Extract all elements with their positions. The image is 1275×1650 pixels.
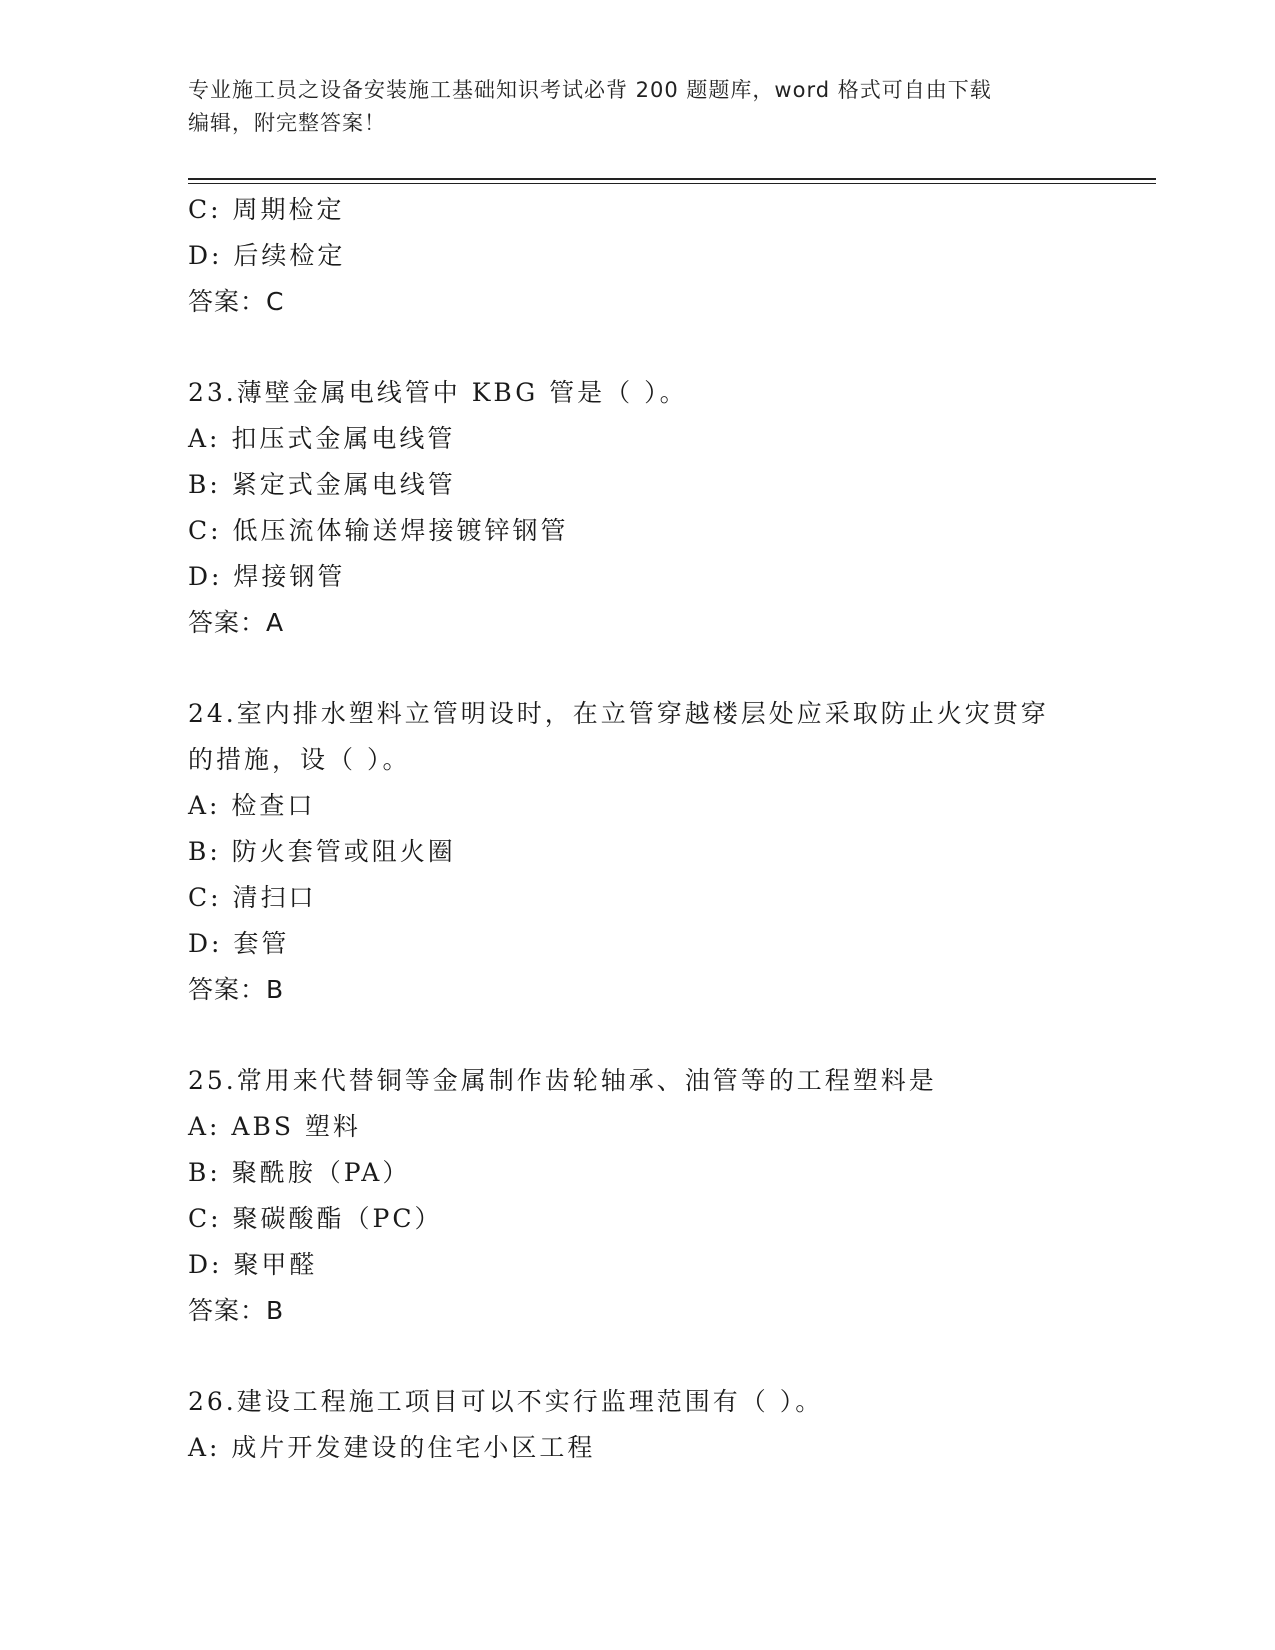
question-stem-continued: 的措施，设（ ）。 — [188, 745, 411, 774]
header-divider-top — [188, 178, 1156, 180]
question-stem: 26.建设工程施工项目可以不实行监理范围有（ ）。 — [188, 1387, 824, 1416]
answer-label: 答案：C — [188, 287, 285, 316]
option-c: C: 周期检定 — [188, 195, 345, 224]
question-24 — [188, 691, 1088, 1013]
option-a: A: 成片开发建设的住宅小区工程 — [188, 1433, 596, 1462]
header-title-line-2: 编辑，附完整答案！ — [188, 111, 386, 135]
option-a: A: ABS 塑料 — [188, 1112, 361, 1141]
option-c: C: 清扫口 — [188, 883, 317, 912]
question-list — [188, 187, 1088, 1471]
answer-label: 答案：B — [188, 1296, 285, 1325]
option-d: D: 聚甲醛 — [188, 1250, 318, 1279]
option-a: A: 检查口 — [188, 791, 316, 820]
option-d: D: 后续检定 — [188, 241, 346, 270]
option-d: D: 焊接钢管 — [188, 562, 346, 591]
header-title-line-1: 专业施工员之设备安装施工基础知识考试必背 200 题题库，word 格式可自由下载 — [188, 78, 992, 102]
carryover-block — [188, 187, 1088, 325]
option-c: C: 聚碳酸酯（PC） — [188, 1204, 443, 1233]
option-d: D: 套管 — [188, 929, 290, 958]
option-a: A: 扣压式金属电线管 — [188, 424, 456, 453]
question-25 — [188, 1058, 1088, 1334]
question-stem: 25.常用来代替铜等金属制作齿轮轴承、油管等的工程塑料是 — [188, 1066, 937, 1095]
document-header — [188, 74, 1088, 140]
header-divider-bottom — [188, 183, 1156, 184]
question-stem: 23.薄壁金属电线管中 KBG 管是（ ）。 — [188, 378, 688, 407]
question-stem: 24.室内排水塑料立管明设时，在立管穿越楼层处应采取防止火灾贯穿 — [188, 699, 1049, 728]
option-b: B: 紧定式金属电线管 — [188, 470, 456, 499]
option-c: C: 低压流体输送焊接镀锌钢管 — [188, 516, 569, 545]
answer-label: 答案：B — [188, 975, 285, 1004]
option-b: B: 聚酰胺（PA） — [188, 1158, 411, 1187]
answer-label: 答案：A — [188, 608, 285, 637]
question-23 — [188, 370, 1088, 646]
question-26 — [188, 1379, 1088, 1471]
option-b: B: 防火套管或阻火圈 — [188, 837, 456, 866]
